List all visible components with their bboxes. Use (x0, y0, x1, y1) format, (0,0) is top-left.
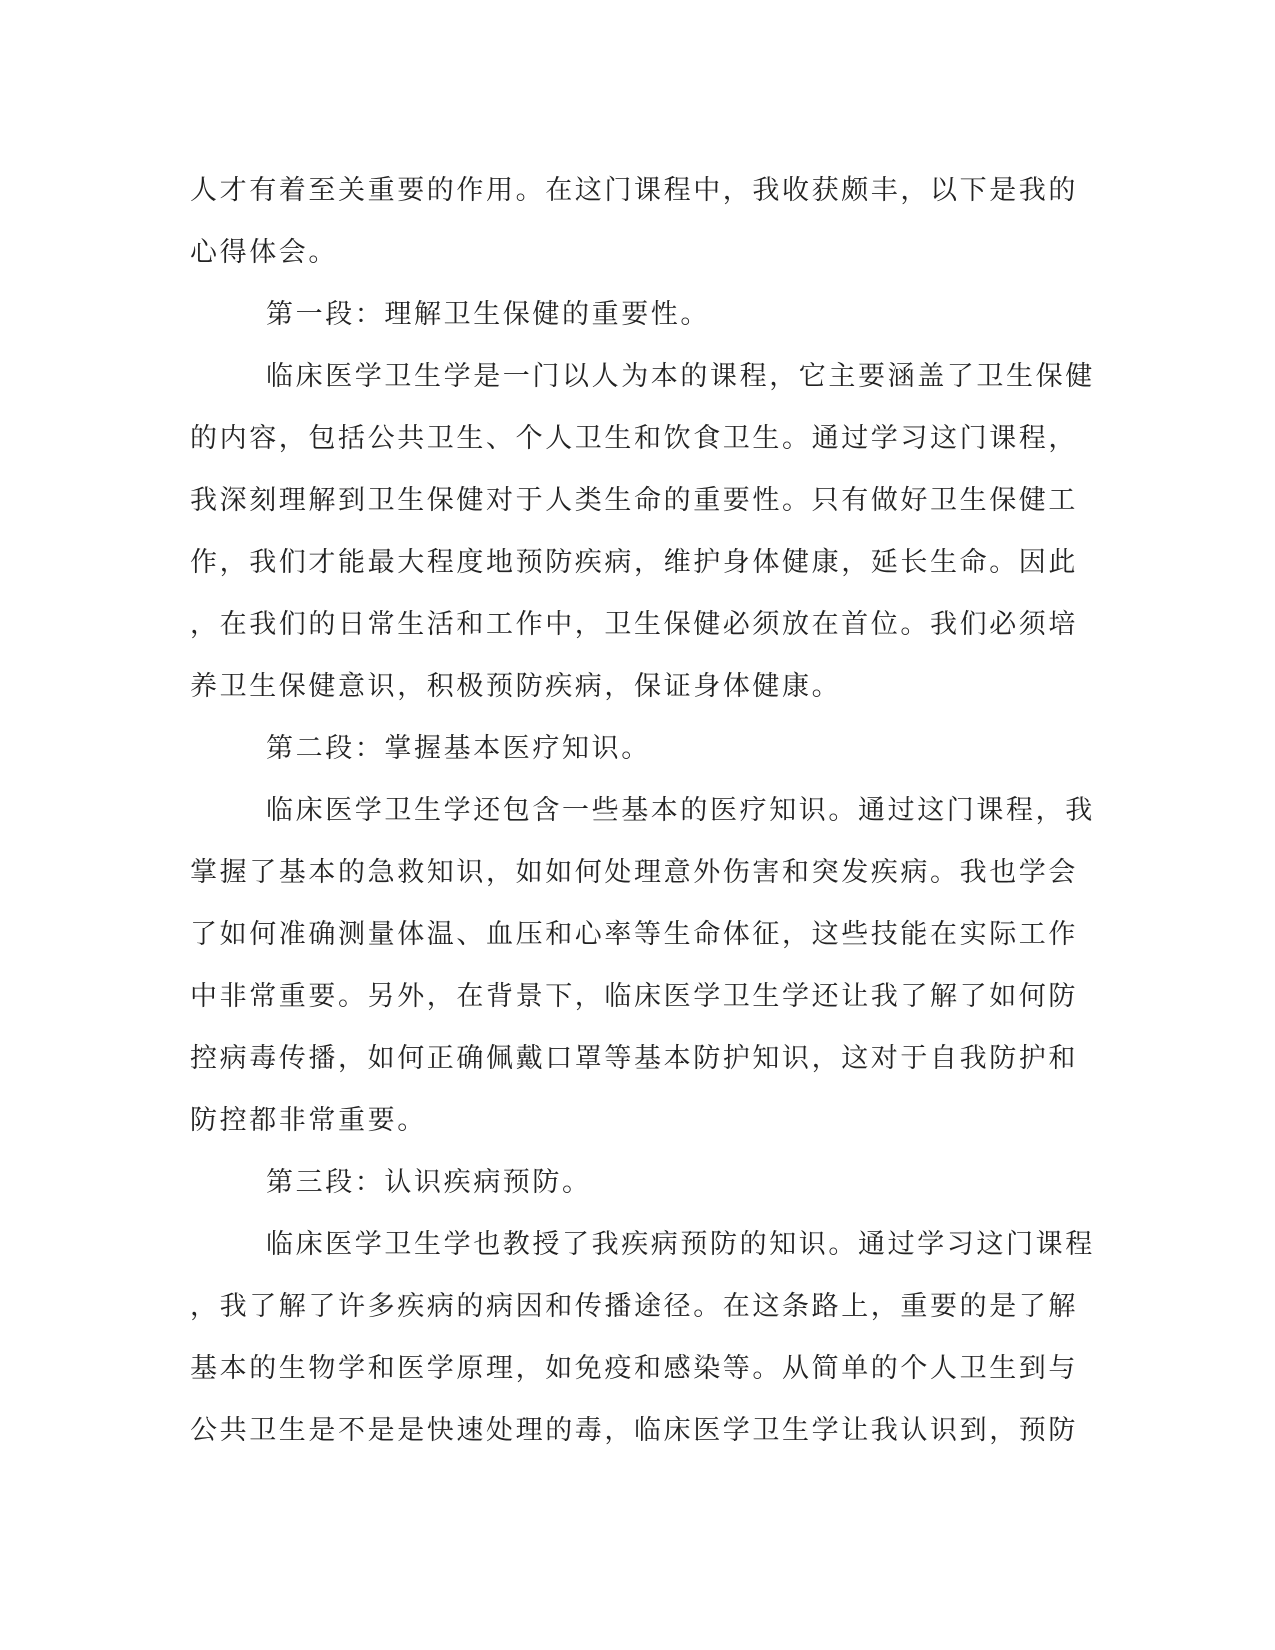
text-line: 的内容，包括公共卫生、个人卫生和饮食卫生。通过学习这门课程， (190, 423, 1078, 454)
text-line: 了如何准确测量体温、血压和心率等生命体征，这些技能在实际工作 (190, 919, 1078, 950)
document-body (190, 160, 1095, 1462)
section-heading-1: 第一段：理解卫生保健的重要性。 (266, 299, 710, 330)
section-heading-2: 第二段：掌握基本医疗知识。 (266, 733, 651, 764)
text-line: ，我了解了许多疾病的病因和传播途径。在这条路上，重要的是了解 (190, 1291, 1078, 1322)
text-line: 临床医学卫生学是一门以人为本的课程，它主要涵盖了卫生保健 (266, 361, 1095, 392)
text-line: 临床医学卫生学还包含一些基本的医疗知识。通过这门课程，我 (266, 795, 1095, 826)
text-line: 公共卫生是不是是快速处理的毒，临床医学卫生学让我认识到，预防 (190, 1415, 1078, 1446)
text-line: 控病毒传播，如何正确佩戴口罩等基本防护知识，这对于自我防护和 (190, 1043, 1078, 1074)
text-line: 临床医学卫生学也教授了我疾病预防的知识。通过学习这门课程 (266, 1229, 1095, 1260)
section-heading-3: 第三段：认识疾病预防。 (266, 1167, 592, 1198)
text-line: 人才有着至关重要的作用。在这门课程中，我收获颇丰，以下是我的 (190, 175, 1078, 206)
text-line: 养卫生保健意识，积极预防疾病，保证身体健康。 (190, 671, 842, 702)
text-line: 防控都非常重要。 (190, 1105, 427, 1136)
text-line: 作，我们才能最大程度地预防疾病，维护身体健康，延长生命。因此 (190, 547, 1078, 578)
text-line: 中非常重要。另外，在背景下，临床医学卫生学还让我了解了如何防 (190, 981, 1078, 1012)
text-line: 基本的生物学和医学原理，如免疫和感染等。从简单的个人卫生到与 (190, 1353, 1078, 1384)
text-line: 心得体会。 (190, 237, 338, 268)
text-line: 我深刻理解到卫生保健对于人类生命的重要性。只有做好卫生保健工 (190, 485, 1078, 516)
text-line: 掌握了基本的急救知识，如如何处理意外伤害和突发疾病。我也学会 (190, 857, 1078, 888)
text-line: ，在我们的日常生活和工作中，卫生保健必须放在首位。我们必须培 (190, 609, 1078, 640)
